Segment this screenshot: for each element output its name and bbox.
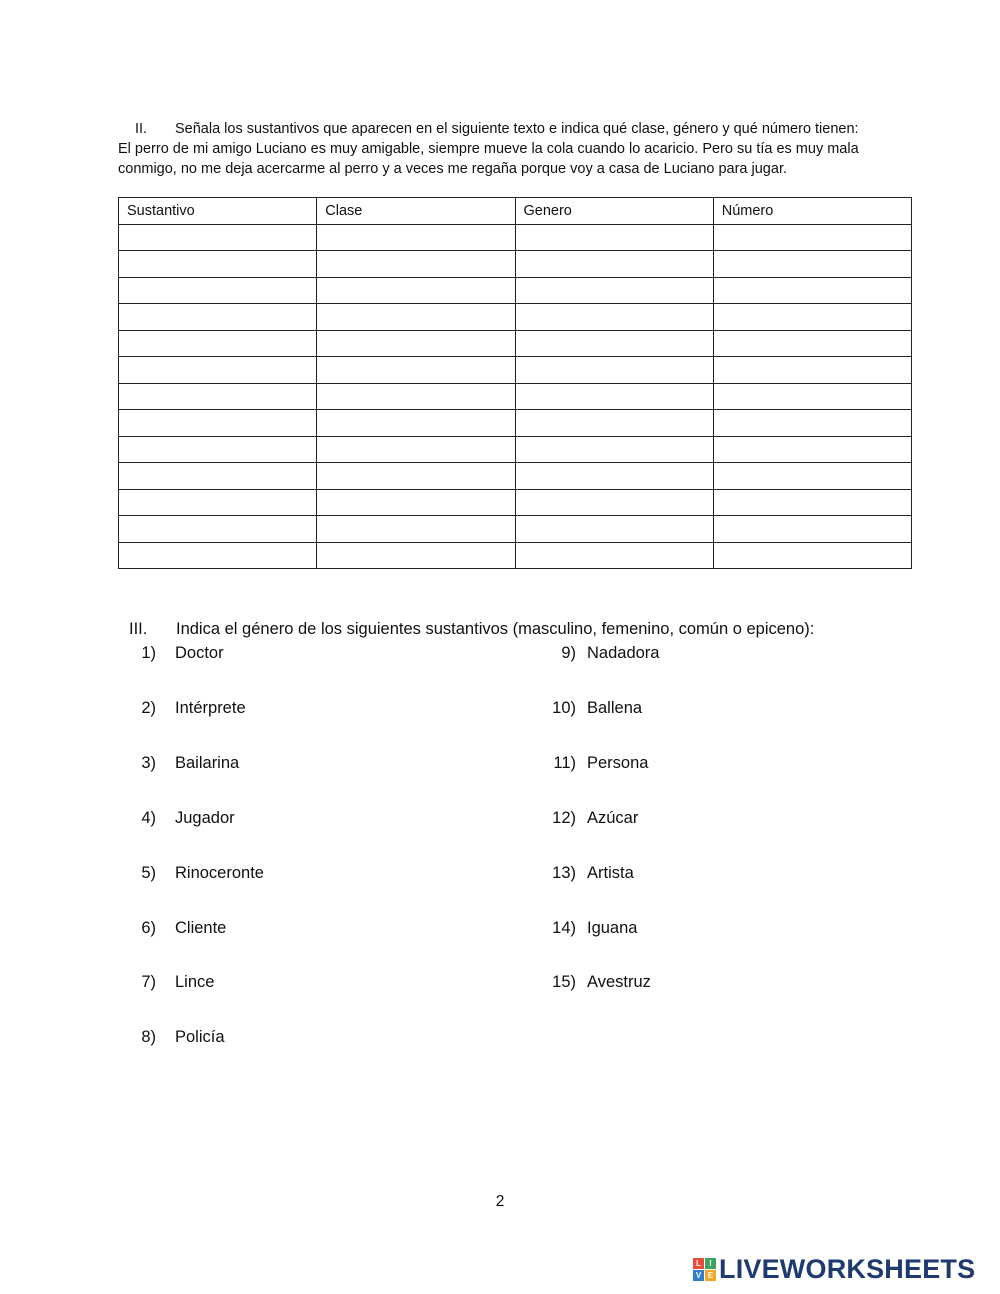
logo-text: LIVEWORKSHEETS: [719, 1253, 976, 1284]
list-item-number: 3): [141, 753, 156, 772]
list-item-number: 8): [141, 1028, 156, 1047]
answer-cell[interactable]: [317, 304, 515, 331]
table-row: [119, 304, 912, 331]
list-item: [120, 698, 246, 718]
answer-cell[interactable]: [317, 224, 515, 251]
list-item-word: Iguana: [587, 918, 638, 937]
section-3-number: III.: [129, 620, 148, 638]
table-row: [119, 357, 912, 384]
answer-cell[interactable]: [713, 357, 911, 384]
answer-cell[interactable]: [119, 463, 317, 490]
table-row: [119, 410, 912, 437]
answer-cell[interactable]: [317, 277, 515, 304]
list-item: [540, 918, 638, 938]
answer-cell[interactable]: [317, 251, 515, 278]
answer-cell[interactable]: [713, 542, 911, 569]
nouns-table: [118, 197, 912, 569]
section-2-text-line-1: El perro de mi amigo Luciano es muy amigable, siempre mueve la cola cuando lo acaricio. Pero su tía es muy mala: [118, 141, 859, 157]
section-2: [118, 119, 898, 179]
list-item-word: Cliente: [175, 918, 227, 937]
answer-cell[interactable]: [119, 436, 317, 463]
table-body: [119, 224, 912, 569]
answer-cell[interactable]: [317, 436, 515, 463]
list-item: [120, 918, 227, 938]
list-item-word: Persona: [587, 753, 649, 772]
table-row: [119, 277, 912, 304]
answer-cell[interactable]: [515, 383, 713, 410]
answer-cell[interactable]: [713, 436, 911, 463]
answer-cell[interactable]: [317, 330, 515, 357]
list-item-number: 14): [552, 918, 576, 937]
list-item-word: Nadadora: [587, 644, 660, 662]
table-row: [119, 489, 912, 516]
list-item: [120, 973, 215, 992]
answer-cell[interactable]: [317, 410, 515, 437]
list-item: [120, 808, 235, 828]
answer-cell[interactable]: [317, 516, 515, 543]
answer-cell[interactable]: [515, 357, 713, 384]
header-clase: Clase: [317, 198, 515, 225]
answer-cell[interactable]: [317, 463, 515, 490]
list-item-word: Azúcar: [587, 808, 639, 827]
list-item-number: 11): [553, 753, 576, 772]
answer-cell[interactable]: [119, 542, 317, 569]
answer-cell[interactable]: [515, 436, 713, 463]
list-item-number: 9): [561, 644, 576, 662]
list-item-word: Jugador: [175, 808, 235, 827]
list-item-word: Lince: [175, 973, 215, 992]
list-item: [540, 698, 643, 718]
section-3-heading: [129, 620, 814, 639]
header-numero: Número: [713, 198, 911, 225]
list-item: [540, 808, 639, 828]
answer-cell[interactable]: [515, 277, 713, 304]
list-item-number: 12): [552, 808, 576, 827]
list-item: [120, 753, 240, 773]
list-item-word: Intérprete: [175, 698, 246, 717]
list-item-number: 10): [552, 698, 576, 717]
section-2-number: II.: [135, 121, 148, 137]
list-item: [540, 973, 651, 992]
answer-cell[interactable]: [515, 410, 713, 437]
list-item-word: Rinoceronte: [175, 863, 264, 882]
list-item-number: 6): [141, 918, 156, 937]
logo-letter: E: [705, 1270, 716, 1281]
answer-cell[interactable]: [713, 489, 911, 516]
list-item-number: 4): [141, 808, 156, 827]
answer-cell[interactable]: [713, 277, 911, 304]
list-item-number: 15): [552, 973, 576, 992]
answer-cell[interactable]: [515, 542, 713, 569]
table-row: [119, 224, 912, 251]
answer-cell[interactable]: [119, 330, 317, 357]
answer-cell[interactable]: [119, 516, 317, 543]
answer-cell[interactable]: [713, 330, 911, 357]
list-item-word: Ballena: [587, 698, 643, 717]
list-item: [540, 753, 649, 773]
answer-cell[interactable]: [317, 357, 515, 384]
answer-cell[interactable]: [713, 463, 911, 490]
table-row: [119, 542, 912, 569]
answer-cell[interactable]: [713, 410, 911, 437]
answer-cell[interactable]: [515, 304, 713, 331]
section-2-text-line-2: conmigo, no me deja acercarme al perro y a veces me regaña porque voy a casa de Luciano para jugar.: [118, 161, 787, 177]
list-item-number: 1): [141, 644, 156, 662]
answer-cell[interactable]: [317, 383, 515, 410]
table-row: [119, 463, 912, 490]
answer-cell[interactable]: [119, 224, 317, 251]
answer-cell[interactable]: [119, 304, 317, 331]
answer-cell[interactable]: [515, 224, 713, 251]
answer-cell[interactable]: [515, 516, 713, 543]
list-item-word: Policía: [175, 1028, 225, 1047]
list-item-number: 13): [552, 863, 576, 882]
section-3-instruction: Indica el género de los siguientes sustantivos (masculino, femenino, común o epiceno):: [176, 620, 815, 638]
list-item-number: 2): [141, 698, 156, 717]
answer-cell[interactable]: [317, 542, 515, 569]
logo-letter: V: [693, 1270, 704, 1281]
answer-cell[interactable]: [119, 357, 317, 384]
answer-cell[interactable]: [515, 489, 713, 516]
table-row: [119, 436, 912, 463]
list-item-word: Avestruz: [587, 973, 651, 992]
header-genero: Genero: [515, 198, 713, 225]
logo-icon: [693, 1258, 716, 1281]
logo-letter: I: [705, 1258, 716, 1269]
answer-cell[interactable]: [119, 277, 317, 304]
answer-cell[interactable]: [713, 304, 911, 331]
section-2-instruction: Señala los sustantivos que aparecen en el siguiente texto e indica qué clase, género y qué número tienen:: [175, 121, 859, 137]
list-item-number: 5): [141, 863, 156, 882]
answer-cell[interactable]: [515, 330, 713, 357]
table-row: [119, 516, 912, 543]
answer-cell[interactable]: [713, 251, 911, 278]
list-item-word: Doctor: [175, 644, 224, 662]
answer-cell[interactable]: [317, 489, 515, 516]
list-item: [120, 644, 224, 663]
answer-cell[interactable]: [713, 224, 911, 251]
logo-letter: L: [693, 1258, 704, 1269]
answer-cell[interactable]: [713, 516, 911, 543]
liveworksheets-logo: [693, 1253, 975, 1285]
section-2-heading: [118, 119, 898, 139]
table-row: [119, 330, 912, 357]
list-item: [120, 863, 264, 883]
answer-cell[interactable]: [119, 251, 317, 278]
list-item: [120, 1028, 225, 1047]
table-row: [119, 251, 912, 278]
page-number: 2: [495, 1193, 505, 1210]
header-sustantivo: Sustantivo: [119, 198, 317, 225]
answer-cell[interactable]: [713, 383, 911, 410]
list-item: [540, 644, 660, 663]
answer-cell[interactable]: [119, 489, 317, 516]
table-header-row: [119, 198, 912, 225]
list-item-word: Bailarina: [175, 753, 240, 772]
answer-cell[interactable]: [515, 463, 713, 490]
table-row: [119, 383, 912, 410]
list-item-number: 7): [141, 973, 156, 992]
list-item-word: Artista: [587, 863, 634, 882]
answer-cell[interactable]: [119, 383, 317, 410]
answer-cell[interactable]: [119, 410, 317, 437]
answer-cell[interactable]: [515, 251, 713, 278]
list-item: [540, 863, 634, 883]
